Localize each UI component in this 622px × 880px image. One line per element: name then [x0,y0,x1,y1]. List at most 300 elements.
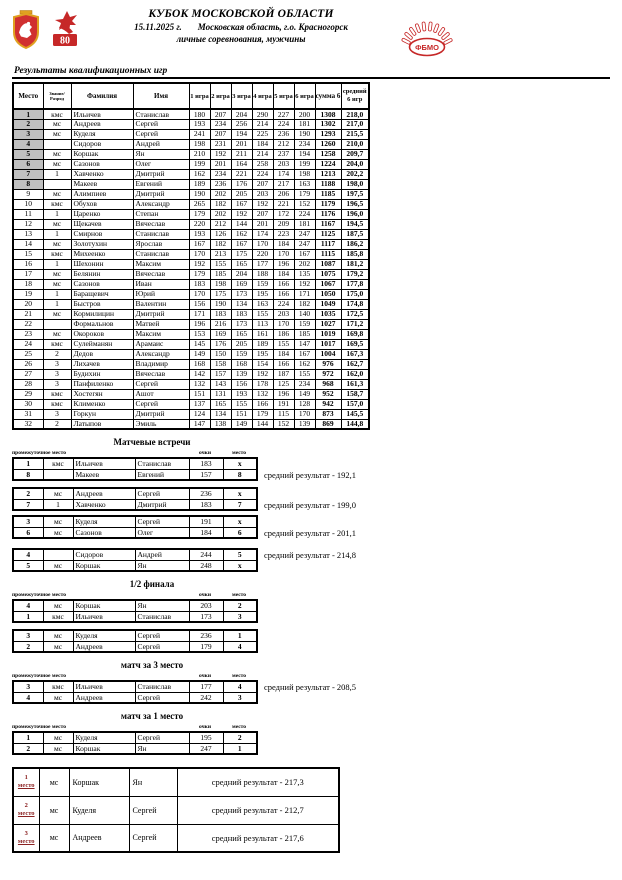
game4-cell: 170 [252,239,273,249]
lastname-cell: Коршак [69,768,129,796]
sum-cell: 1176 [315,209,341,219]
fbmo-label: ФБМО [415,43,439,52]
rank-cell: 1 [43,169,71,179]
lastname-cell: Дедов [71,349,133,359]
game2-cell: 134 [210,409,231,419]
lastname-cell: Будихин [71,369,133,379]
game5-cell: 227 [273,109,294,119]
page-title: КУБОК МОСКОВСКОЙ ОБЛАСТИ [148,8,334,20]
table-row [13,139,369,149]
game2-cell: 126 [210,229,231,239]
table-row: 4 мс Андреев Сергей 242 3 [13,692,257,703]
place-cell: 14 [13,239,43,249]
game3-cell: 151 [231,409,252,419]
third-place-mini-header: промежуточное место очки место [12,673,247,679]
game3-cell: 167 [231,239,252,249]
firstname-cell: Сергей [133,119,189,129]
table-row [13,219,369,229]
average-cell: 175,0 [341,289,369,299]
rank-cell: кмс [43,389,71,399]
lastname-cell: Андреев [71,119,133,129]
game3-cell: 156 [231,379,252,389]
first-place-block [12,731,256,755]
table-row [13,259,369,269]
game3-cell: 165 [231,329,252,339]
game5-cell: 203 [273,309,294,319]
game3-cell: 211 [231,149,252,159]
firstname-cell: Вячеслав [133,219,189,229]
average-cell: 204,0 [341,159,369,169]
firstname-cell: Сергей [129,796,177,824]
game5-cell: 212 [273,139,294,149]
game5-cell: 217 [273,179,294,189]
average-cell: 202,2 [341,169,369,179]
table-row [13,409,369,419]
average-cell: 157,0 [341,399,369,409]
match-3-table [12,515,258,539]
game6-cell: 190 [294,129,315,139]
game3-cell: 183 [231,309,252,319]
lastname-cell: Хавченко [71,169,133,179]
game6-cell: 199 [294,159,315,169]
rank-cell: мс [43,219,71,229]
table-row [13,299,369,309]
firstname-cell: Дмитрий [133,409,189,419]
game1-cell: 220 [189,219,210,229]
place-cell: 29 [13,389,43,399]
lastname-cell: Баращевич [71,289,133,299]
place-cell: 32 [13,419,43,429]
firstname-cell: Сергей [133,129,189,139]
col-header-rank: Звание/ Разряд [43,83,71,109]
game1-cell: 183 [189,279,210,289]
moscow-oblast-emblem-icon [12,10,40,50]
sum-cell: 1185 [315,189,341,199]
game1-cell: 265 [189,199,210,209]
game5-cell: 166 [273,289,294,299]
average-cell: 217,0 [341,119,369,129]
sum-cell: 1087 [315,259,341,269]
sum-cell: 1117 [315,239,341,249]
rank-cell [43,179,71,189]
firstname-cell: Ярослав [133,239,189,249]
game1-cell: 162 [189,169,210,179]
sum-cell: 942 [315,399,341,409]
col-header-game1: 1 игра [189,83,210,109]
firstname-cell: Сергей [133,379,189,389]
game2-cell: 213 [210,249,231,259]
average-result-note: средний результат - 199,0 [264,500,357,510]
average-cell: 174,8 [341,299,369,309]
rank-cell: 3 [43,409,71,419]
game2-cell: 202 [210,189,231,199]
game2-cell: 185 [210,269,231,279]
game2-cell: 212 [210,219,231,229]
lastname-cell: Сидоров [71,139,133,149]
game4-cell: 195 [252,349,273,359]
game5-cell: 170 [273,319,294,329]
table-row [13,349,369,359]
game6-cell: 247 [294,229,315,239]
average-cell: 185,8 [341,249,369,259]
game6-cell: 234 [294,139,315,149]
game4-cell: 189 [252,339,273,349]
semifinal-1-table [12,599,258,623]
game2-cell: 176 [210,339,231,349]
game1-cell: 193 [189,229,210,239]
game2-cell: 234 [210,169,231,179]
game5-cell: 224 [273,119,294,129]
lastname-cell: Сазонов [71,279,133,289]
game6-cell: 198 [294,169,315,179]
rank-cell: 3 [43,369,71,379]
game3-cell: 193 [231,389,252,399]
place-cell: 25 [13,349,43,359]
rank-cell: мс [43,309,71,319]
fbmo-logo-icon [400,20,454,58]
header-text [104,8,378,44]
firstname-cell: Валентин [133,299,189,309]
game5-cell: 236 [273,129,294,139]
match-4-table [12,548,258,572]
game5-cell: 115 [273,409,294,419]
col-header-game5: 5 игра [273,83,294,109]
firstname-cell: Максим [133,259,189,269]
game1-cell: 198 [189,139,210,149]
game6-cell: 159 [294,319,315,329]
header-divider [12,77,610,79]
game3-cell: 134 [231,299,252,309]
game6-cell: 185 [294,329,315,339]
game2-cell: 202 [210,209,231,219]
rank-cell: 2 [43,419,71,429]
first-place-mini-header: промежуточное место очки место [12,724,247,730]
table-row [13,109,369,119]
qualification-section-title: Результаты квалификационных игр [14,66,168,76]
game2-cell: 207 [210,129,231,139]
table-row [13,209,369,219]
table-row: 3 мс Куделя Сергей 191 х [13,516,257,527]
game5-cell: 206 [273,189,294,199]
firstname-cell: Олег [133,159,189,169]
average-cell: 158,7 [341,389,369,399]
game6-cell: 171 [294,289,315,299]
sum-cell: 1293 [315,129,341,139]
game6-cell: 181 [294,219,315,229]
game5-cell: 196 [273,389,294,399]
table-row: 2 мс Андреев Сергей 179 4 [13,641,257,652]
average-cell: 186,2 [341,239,369,249]
game1-cell: 179 [189,269,210,279]
game6-cell: 194 [294,149,315,159]
game3-cell: 175 [231,249,252,259]
game6-cell: 128 [294,399,315,409]
game1-cell: 170 [189,249,210,259]
firstname-cell: Вячеслав [133,269,189,279]
game2-cell: 175 [210,289,231,299]
place-cell: 3 [13,129,43,139]
col-header-game6: 6 игра [294,83,315,109]
game2-cell: 150 [210,349,231,359]
place-cell: 10 [13,199,43,209]
place-cell: 20 [13,299,43,309]
game5-cell: 184 [273,239,294,249]
place-cell: 5 [13,149,43,159]
semifinal-2-table [12,629,258,653]
table-row: 3 мс Куделя Сергей 236 1 [13,630,257,641]
game1-cell: 137 [189,399,210,409]
sum-cell: 952 [315,389,341,399]
sum-cell: 1302 [315,119,341,129]
game5-cell: 209 [273,219,294,229]
game6-cell: 139 [294,419,315,429]
average-cell: 181,2 [341,259,369,269]
lastname-cell: Латыпов [71,419,133,429]
place-cell: 4 [13,139,43,149]
place-cell: 31 [13,409,43,419]
sum-cell: 972 [315,369,341,379]
rank-cell: 3 [43,379,71,389]
game1-cell: 241 [189,129,210,139]
rank-cell: мс [39,796,69,824]
game4-cell: 166 [252,399,273,409]
place-cell: 21 [13,309,43,319]
game2-cell: 236 [210,179,231,189]
sum-cell: 976 [315,359,341,369]
game1-cell: 199 [189,159,210,169]
medal-place-cell: 3 место [13,824,39,852]
match-2-block [12,487,357,511]
match-play-title: Матчевые встречи [113,437,191,447]
game5-cell: 203 [273,159,294,169]
place-cell: 11 [13,209,43,219]
col-header-game4: 4 игра [252,83,273,109]
game2-cell: 169 [210,329,231,339]
rank-cell: мс [43,159,71,169]
game1-cell: 151 [189,389,210,399]
game4-cell: 224 [252,169,273,179]
game4-cell: 214 [252,119,273,129]
lastname-cell: Окороков [71,329,133,339]
game3-cell: 144 [231,219,252,229]
game4-cell: 192 [252,199,273,209]
sum-cell: 1035 [315,309,341,319]
game4-cell: 159 [252,279,273,289]
table-row [13,269,369,279]
lastname-cell: Лихачев [71,359,133,369]
table-row [13,279,369,289]
game6-cell: 181 [294,119,315,129]
firstname-cell: Станислав [133,109,189,119]
third-place-table [12,680,258,704]
average-cell: 198,0 [341,179,369,189]
first-place-title: матч за 1 место [120,711,184,721]
lastname-cell: Горкун [71,409,133,419]
game1-cell: 192 [189,259,210,269]
lastname-cell: Андреев [69,824,129,852]
rank-cell: 3 [43,359,71,369]
game6-cell: 155 [294,369,315,379]
lastname-cell: Царенко [71,209,133,219]
place-cell: 9 [13,189,43,199]
game4-cell: 113 [252,319,273,329]
third-place-block [12,680,357,704]
average-cell: 162,7 [341,359,369,369]
game5-cell: 187 [273,369,294,379]
firstname-cell: Иван [133,279,189,289]
lastname-cell: Сазонов [71,159,133,169]
rank-cell: мс [43,129,71,139]
place-cell: 18 [13,279,43,289]
average-cell: 145,5 [341,409,369,419]
lastname-cell: Щекачев [71,219,133,229]
game1-cell: 196 [189,319,210,329]
lastname-cell: Куделя [71,129,133,139]
game1-cell: 170 [189,289,210,299]
table-row [13,796,339,824]
event-subtitle: личные соревнования, мужчины [176,34,306,44]
game4-cell: 192 [252,369,273,379]
table-row [13,319,369,329]
place-cell: 16 [13,259,43,269]
event-date-location [104,22,378,32]
sum-cell: 869 [315,419,341,429]
average-cell: 187,5 [341,229,369,239]
game1-cell: 180 [189,109,210,119]
average-cell: 179,2 [341,269,369,279]
game2-cell: 207 [210,109,231,119]
average-cell: 177,8 [341,279,369,289]
table-row: 6 мс Сазонов Олег 184 6 [13,527,257,538]
game1-cell: 167 [189,239,210,249]
game3-cell: 165 [231,259,252,269]
game4-cell: 178 [252,379,273,389]
game3-cell: 192 [231,209,252,219]
match-2-table [12,487,258,511]
game4-cell: 203 [252,189,273,199]
col-header-game2: 2 игра [210,83,231,109]
average-cell: 161,3 [341,379,369,389]
semifinal-mini-header: промежуточное место очки место [12,592,247,598]
game3-cell: 205 [231,189,252,199]
table-row: 7 1 Хавченко Дмитрий 183 7 [13,499,257,510]
lastname-cell: Золотухин [71,239,133,249]
average-cell: 167,3 [341,349,369,359]
lastname-cell: Коршак [71,149,133,159]
game3-cell: 168 [231,359,252,369]
match-4-block [12,548,357,572]
game1-cell: 132 [189,379,210,389]
sum-cell: 1188 [315,179,341,189]
rank-cell [43,139,71,149]
rank-cell: 2 [43,349,71,359]
sum-cell: 1115 [315,249,341,259]
game2-cell: 234 [210,119,231,129]
firstname-cell: Станислав [133,249,189,259]
game4-cell: 174 [252,229,273,239]
table-row: 4 мс Коршак Ян 203 2 [13,600,257,611]
average-result-note: средний результат - 217,3 [177,768,339,796]
firstname-cell: Дмитрий [133,169,189,179]
game1-cell: 147 [189,419,210,429]
lastname-cell: Панфиленко [71,379,133,389]
average-cell: 209,7 [341,149,369,159]
game5-cell: 224 [273,299,294,309]
rank-cell: мс [39,768,69,796]
average-cell: 169,5 [341,339,369,349]
game4-cell: 177 [252,259,273,269]
game4-cell: 214 [252,149,273,159]
firstname-cell: Евгений [133,179,189,189]
lastname-cell: Обухов [71,199,133,209]
game3-cell: 176 [231,179,252,189]
table-row: 8 Макеев Евгений 157 8 [13,469,257,480]
place-cell: 26 [13,359,43,369]
game4-cell: 220 [252,249,273,259]
table-row [13,239,369,249]
left-logos [12,8,98,50]
game4-cell: 184 [252,139,273,149]
table-row [13,389,369,399]
lastname-cell: Смирнов [71,229,133,239]
game1-cell: 171 [189,309,210,319]
game3-cell: 204 [231,109,252,119]
firstname-cell: Ян [133,149,189,159]
col-header-lastname: Фамилия [71,83,133,109]
rank-cell: кмс [43,339,71,349]
average-result-note: средний результат - 192,1 [264,470,357,480]
game6-cell: 179 [294,189,315,199]
firstname-cell: Степан [133,209,189,219]
game3-cell: 162 [231,229,252,239]
game5-cell: 172 [273,209,294,219]
game6-cell: 234 [294,379,315,389]
sum-cell: 1308 [315,109,341,119]
game2-cell: 138 [210,419,231,429]
firstname-cell: Максим [133,329,189,339]
game3-cell: 221 [231,169,252,179]
game2-cell: 155 [210,259,231,269]
average-cell: 215,5 [341,129,369,139]
rank-cell: кмс [43,199,71,209]
place-cell: 22 [13,319,43,329]
table-row [13,359,369,369]
average-cell: 196,5 [341,199,369,209]
game3-cell: 139 [231,369,252,379]
table-row [13,824,339,852]
game6-cell: 163 [294,179,315,189]
game3-cell: 201 [231,139,252,149]
sum-cell: 1258 [315,149,341,159]
sum-cell: 1050 [315,289,341,299]
game4-cell: 163 [252,299,273,309]
game6-cell: 200 [294,109,315,119]
game1-cell: 149 [189,349,210,359]
average-cell: 162,0 [341,369,369,379]
table-row [13,768,339,796]
place-cell: 6 [13,159,43,169]
sum-cell: 1027 [315,319,341,329]
table-row [13,369,369,379]
game6-cell: 202 [294,259,315,269]
game6-cell: 247 [294,239,315,249]
match-3-block [12,515,357,539]
rank-cell: мс [43,329,71,339]
first-place-table [12,731,258,755]
game2-cell: 157 [210,369,231,379]
semifinal-title: 1/2 финала [129,579,175,589]
place-cell: 19 [13,289,43,299]
